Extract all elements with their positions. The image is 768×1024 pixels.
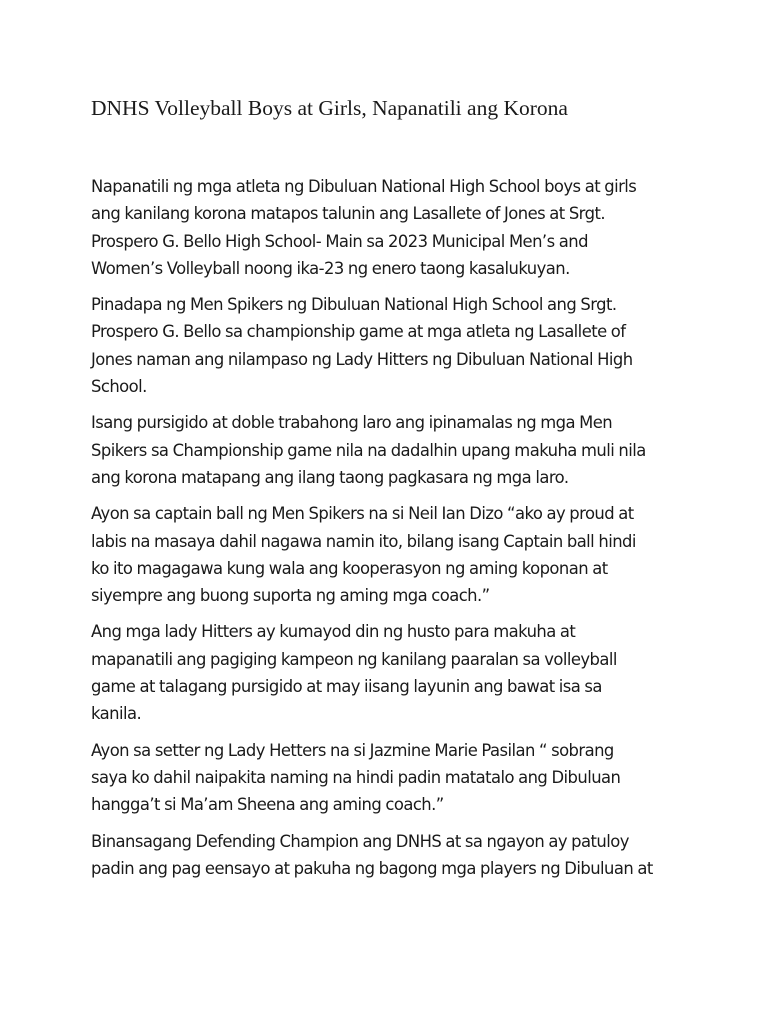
paragraph-7 xyxy=(91,828,681,883)
text-line: game at talagang pursigido at may iisang layunin ang bawat isa sa xyxy=(91,677,602,697)
paragraph-3 xyxy=(91,409,681,491)
text-line: ko ito magagawa kung wala ang kooperasyon ng aming koponan at xyxy=(91,558,608,578)
paragraph-1 xyxy=(91,173,681,282)
article-body xyxy=(91,173,681,891)
text-line: saya ko dahil naipakita naming na hindi padin matatalo ang Dibuluan xyxy=(91,767,621,787)
text-line: Prospero G. Bello sa championship game at mga atleta ng Lasallete of xyxy=(91,322,626,342)
text-line: mapanatili ang pagiging kampeon ng kanilang paaralan sa volleyball xyxy=(91,649,617,669)
text-line: Binansagang Defending Champion ang DNHS at sa ngayon ay patuloy xyxy=(91,831,629,851)
text-line: siyempre ang buong suporta ng aming mga coach.” xyxy=(91,586,490,606)
text-line: ang kanilang korona matapos talunin ang Lasallete of Jones at Srgt. xyxy=(91,204,605,224)
text-line: Pinadapa ng Men Spikers ng Dibuluan National High School ang Srgt. xyxy=(91,295,617,315)
text-line: labis na masaya dahil nagawa namin ito, bilang isang Captain ball hindi xyxy=(91,531,636,551)
text-line: Ayon sa captain ball ng Men Spikers na si Neil Ian Dizo “ako ay proud at xyxy=(91,504,634,524)
text-line: Jones naman ang nilampaso ng Lady Hitters ng Dibuluan National High xyxy=(91,349,633,369)
text-line: Prospero G. Bello High School- Main sa 2023 Municipal Men’s and xyxy=(91,231,588,251)
text-line: padin ang pag eensayo at pakuha ng bagong mga players ng Dibuluan at xyxy=(91,858,653,878)
article-title: DNHS Volleyball Boys at Girls, Napanatili ang Korona xyxy=(91,96,568,120)
text-line: ang korona matapang ang ilang taong pagkasara ng mga laro. xyxy=(91,467,569,487)
text-line: School. xyxy=(91,377,147,397)
text-line: Napanatili ng mga atleta ng Dibuluan National High School boys at girls xyxy=(91,177,637,196)
paragraph-2 xyxy=(91,291,681,400)
paragraph-4 xyxy=(91,500,681,609)
text-line: Spikers sa Championship game nila na dadalhin upang makuha muli nila xyxy=(91,440,646,460)
text-line: kanila. xyxy=(91,704,142,724)
text-line: Ang mga lady Hitters ay kumayod din ng husto para makuha at xyxy=(91,622,576,642)
text-line: Isang pursigido at doble trabahong laro ang ipinamalas ng mga Men xyxy=(91,413,613,433)
text-line: Women’s Volleyball noong ika-23 ng enero taong kasalukuyan. xyxy=(91,258,570,278)
paragraph-6 xyxy=(91,737,681,819)
text-line: Ayon sa setter ng Lady Hetters na si Jazmine Marie Pasilan “ sobrang xyxy=(91,740,614,760)
paragraph-5 xyxy=(91,618,681,727)
text-line: hangga’t si Ma’am Sheena ang aming coach.” xyxy=(91,795,444,815)
